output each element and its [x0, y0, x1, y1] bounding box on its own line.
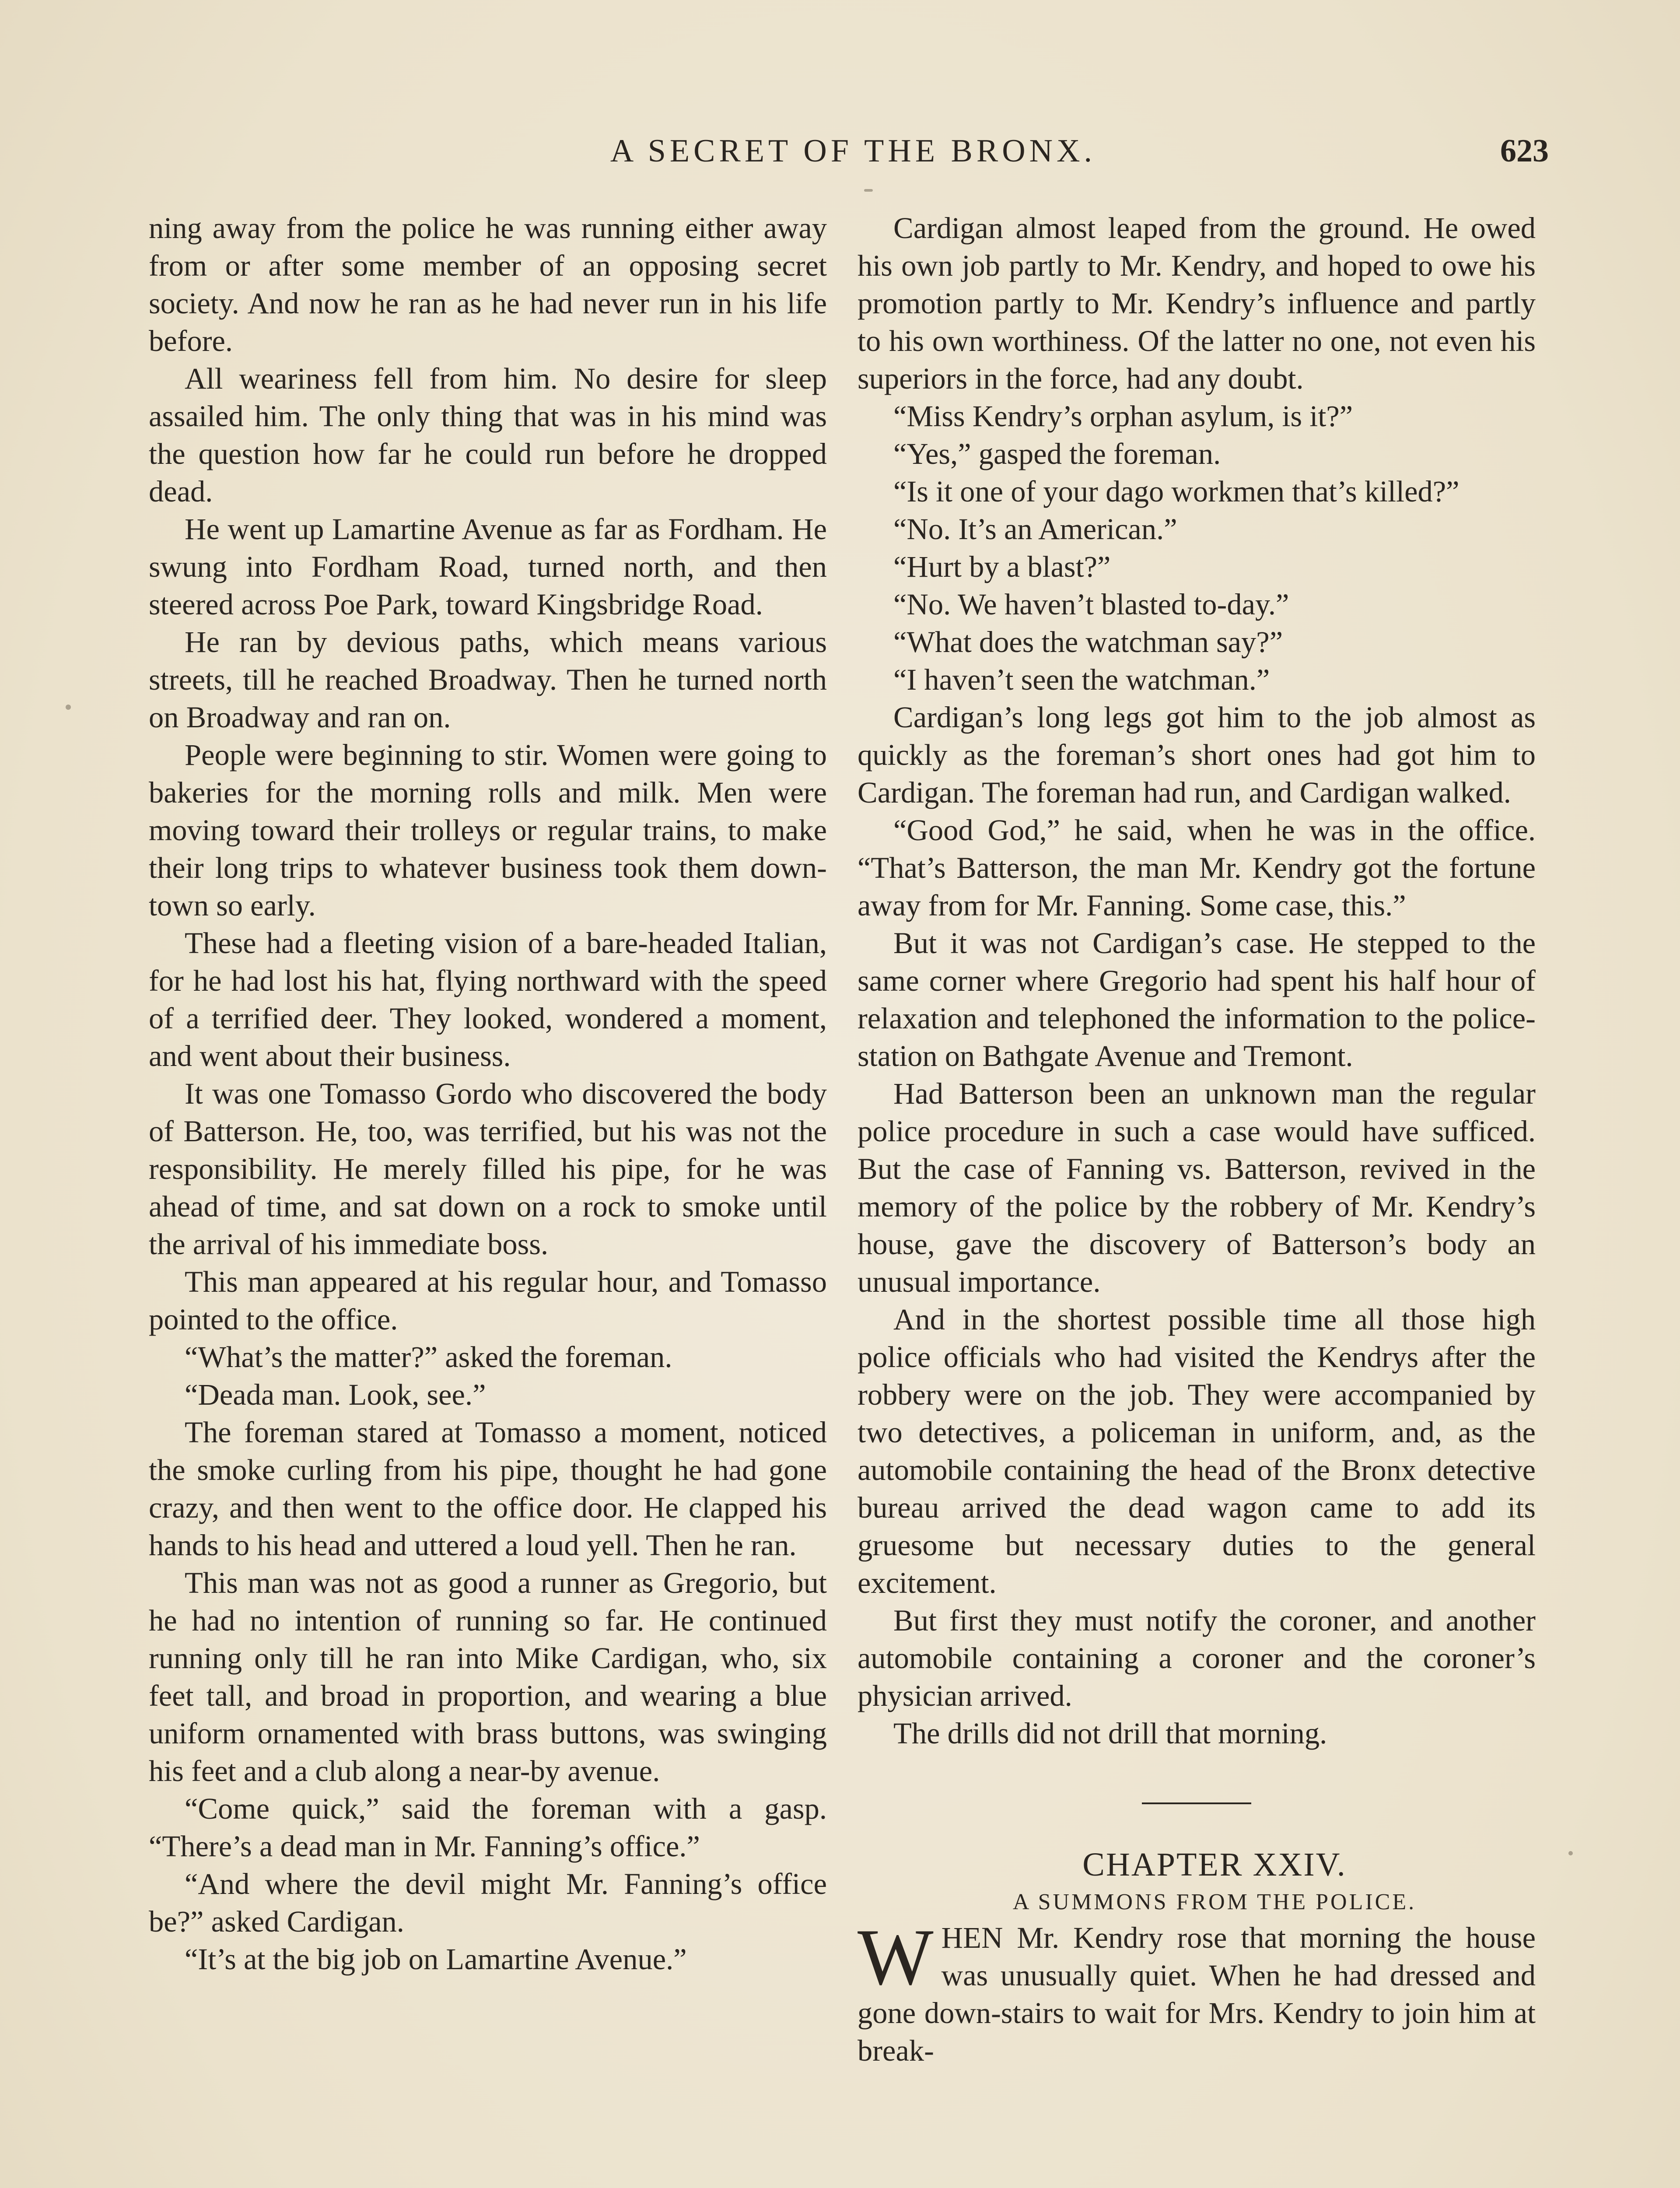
paragraph: “It’s at the big job on Lamartine Avenue.”: [185, 1943, 687, 1976]
paragraph: This man was not as good a runner as Gregorio, but he had no intention of running so far. He continued running only till he ran into Mike Cardigan, who, six feet tall, and broad in proportion, and wearing a blue uniform ornamented with brass buttons, was swinging his feet and a club along a near-by avenue.: [149, 1566, 827, 1788]
paragraph: All weariness fell from him. No desire for sleep assailed him. The only thing that was in his mind was the question how far he could run before he dropped dead.: [149, 362, 827, 508]
paragraph: “And where the devil might Mr. Fanning’s office be?” asked Cardigan.: [149, 1867, 827, 1938]
running-title: A SECRET OF THE BRONX.: [610, 133, 1096, 169]
paragraph: Cardigan almost leaped from the ground. He owed his own job partly to Mr. Kendry, and hoped to owe his promotion partly to Mr. Kendry’s influence and partly to his own worthiness. Of the latter no one, not even his superiors in the force, had any doubt.: [858, 211, 1536, 395]
paragraph: “No. It’s an American.”: [893, 512, 1177, 546]
paragraph: It was one Tomasso Gordo who discovered the body of Batterson. He, too, was terrified, but his was not the responsibility. He merely filled his pipe, for he was ahead of time, and sat down on a rock to smoke until the arrival of his immediate boss.: [149, 1077, 827, 1261]
chapter-title: CHAPTER XXIV.: [1082, 1846, 1347, 1883]
paper-speck: [1568, 1851, 1573, 1855]
chapter-opening-text: HEN Mr. Kendry rose that morning the house was unusually quiet. When he had dressed and gone down-stairs to wait for Mrs. Kendry to join him at break-: [858, 1921, 1536, 2067]
paragraph: “Deada man. Look, see.”: [185, 1378, 486, 1411]
paragraph: “Is it one of your dago workmen that’s killed?”: [893, 475, 1460, 508]
paragraph: Had Batterson been an unknown man the regular police procedure in such a case would have sufficed. But the case of Fanning vs. Batterson, revived in the memory of the police by the robbery of Mr. Kendry’s house, gave the discovery of Batterson’s body an unusual importance.: [858, 1077, 1536, 1298]
paragraph: ning away from the police he was running either away from or after some member of an opposing secret society. And now he ran as he had never run in his life before.: [149, 211, 827, 358]
paper-speck: [864, 189, 873, 192]
paragraph: “Come quick,” said the foreman with a gasp. “There’s a dead man in Mr. Fanning’s office.”: [149, 1792, 827, 1863]
paragraph: “What does the watchman say?”: [893, 625, 1283, 659]
chapter-subtitle: A SUMMONS FROM THE POLICE.: [1012, 1890, 1417, 1914]
paper-speck: [66, 705, 71, 710]
paragraph: “Miss Kendry’s orphan asylum, is it?”: [893, 400, 1353, 433]
paragraph: “Good God,” he said, when he was in the office. “That’s Batterson, the man Mr. Kendry got the fortune away from for Mr. Fanning. Some case, this.”: [858, 813, 1536, 922]
paragraph: “No. We haven’t blasted to-day.”: [893, 588, 1289, 621]
left-column: [149, 209, 827, 1978]
paragraph: He went up Lamartine Avenue as far as Fordham. He swung into Fordham Road, turned north, and then steered across Poe Park, toward Kingsbridge Road.: [149, 512, 827, 621]
paragraph: Cardigan’s long legs got him to the job almost as quickly as the foreman’s short ones had got him to Cardigan. The foreman had run, and Cardigan walked.: [858, 701, 1536, 809]
paragraph: The drills did not drill that morning.: [893, 1717, 1327, 1750]
paragraph: “I haven’t seen the watchman.”: [893, 663, 1270, 696]
paragraph: “What’s the matter?” asked the foreman.: [185, 1340, 672, 1374]
page-number: 623: [1500, 133, 1549, 169]
right-column: [858, 209, 1536, 2069]
paragraph: This man appeared at his regular hour, and Tomasso pointed to the office.: [149, 1265, 827, 1336]
paragraph: But it was not Cardigan’s case. He stepped to the same corner where Gregorio had spent his half hour of relaxation and telephoned the information to the police-station on Bathgate Avenue and Tremont.: [858, 926, 1536, 1073]
paragraph: And in the shortest possible time all those high police officials who had visited the Kendrys after the robbery were on the job. They were accompanied by two detectives, a policeman in uniform, and, as the automobile containing the head of the Bronx detective bureau arrived the dead wagon came to add its gruesome but necessary duties to the general excitement.: [858, 1303, 1536, 1599]
paragraph: People were beginning to stir. Women were going to bakeries for the morning rolls and milk. Men were moving toward their trolleys or regular trains, to make their long trips to whatever business took them down-town so early.: [149, 738, 827, 922]
paragraph: He ran by devious paths, which means various streets, till he reached Broadway. Then he turned north on Broadway and ran on.: [149, 625, 827, 734]
paragraph: “Hurt by a blast?”: [893, 550, 1111, 583]
drop-cap: W: [858, 1912, 934, 2002]
chapter-opening-paragraph: [858, 1912, 1536, 2069]
running-head: [149, 127, 1549, 175]
paragraph: These had a fleeting vision of a bare-headed Italian, for he had lost his hat, flying northward with the speed of a terrified deer. They looked, wondered a moment, and went about their business.: [149, 926, 827, 1073]
paragraph: But first they must notify the coroner, and another automobile containing a coroner and the coroner’s physician arrived.: [858, 1604, 1536, 1712]
paragraph: “Yes,” gasped the foreman.: [893, 437, 1221, 470]
paragraph: The foreman stared at Tomasso a moment, noticed the smoke curling from his pipe, thought he had gone crazy, and then went to the office door. He clapped his hands to his head and uttered a loud yell. Then he ran.: [149, 1416, 827, 1562]
section-divider: [1142, 1802, 1251, 1804]
